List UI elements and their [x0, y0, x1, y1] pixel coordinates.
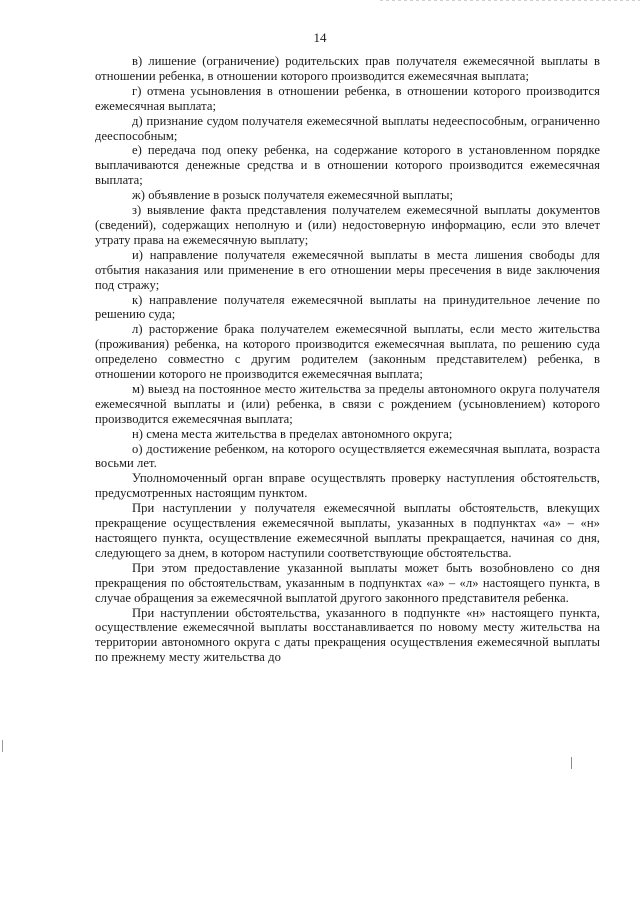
paragraph-item-l: л) расторжение брака получателем ежемесячной выплаты, если место жительства (проживания) ребенка, на которого производится ежемесячная выплата, по решению суда определено совместно с другим родителем (законным представителем) ребенка, в отношении которого не производится ежемесячная выплата;	[95, 322, 600, 382]
paragraph-item-d: д) признание судом получателя ежемесячной выплаты недееспособным, ограниченно дееспособным;	[95, 113, 600, 143]
paragraph-item-z: з) выявление факта представления получателем ежемесячной выплаты документов (сведений), содержащих неполную и (или) недостоверную информацию, если это влечет утрату права на ежемесячную выплату;	[95, 203, 600, 247]
page-number: 14	[313, 30, 327, 45]
paragraph-item-i: и) направление получателя ежемесячной выплаты в места лишения свободы для отбытия наказания или применение в его отношении меры пресечения в виде заключения под стражу;	[95, 247, 600, 292]
paragraph-item-k: к) направление получателя ежемесячной выплаты на принудительное лечение по решению суда;	[95, 292, 600, 322]
paragraph-item-n: н) смена места жительства в пределах автономного округа;	[132, 426, 453, 441]
document-body	[95, 54, 600, 665]
paragraph-termination: При наступлении у получателя ежемесячной выплаты обстоятельств, влекущих прекращение осуществления ежемесячной выплаты, указанных в подпунктах «а» – «н» настоящего пункта, осуществление ежемесячной выплаты прекращается, начиная со дня, следующего за днем, в котором наступили соответствующие обстоятельства.	[95, 501, 600, 560]
paragraph-item-zh: ж) объявление в розыск получателя ежемесячной выплаты;	[132, 188, 454, 203]
paragraph-verification: Уполномоченный орган вправе осуществлять проверку наступления обстоятельств, предусмотренных настоящим пунктом.	[95, 471, 600, 501]
scan-dotted-edge	[380, 0, 640, 1]
scan-edge-mark	[2, 740, 3, 752]
paragraph-item-o: о) достижение ребенком, на которого осуществляется ежемесячная выплата, возраста восьми лет.	[95, 441, 600, 471]
paragraph-resumption: При этом предоставление указанной выплаты может быть возобновлено со дня прекращения по обстоятельствам, указанным в подпунктах «а» – «л» настоящего пункта, в случае обращения за ежемесячной выплатой другого законного представителя ребенка.	[95, 560, 600, 605]
paragraph-item-m: м) выезд на постоянное место жительства за пределы автономного округа получателя ежемесячной выплаты и (или) ребенка, в связи с рождением (усыновлением) которого производится ежемесячная выплата;	[95, 381, 600, 426]
paragraph-relocation: При наступлении обстоятельства, указанного в подпункте «н» настоящего пункта, осуществление ежемесячной выплаты восстанавливается по новому месту жительства на территории автономного округа с даты прекращения осуществления ежемесячной выплаты по прежнему месту жительства до	[95, 605, 600, 665]
margin-mark	[571, 757, 572, 769]
paragraph-item-v: в) лишение (ограничение) родительских прав получателя ежемесячной выплаты в отношении ребенка, в отношении которого производится ежемесячная выплата;	[95, 54, 600, 83]
paragraph-item-g: г) отмена усыновления в отношении ребенка, в отношении которого производится ежемесячная выплата;	[95, 83, 600, 113]
paragraph-item-e: е) передача под опеку ребенка, на содержание которого в установленном порядке выплачиваются денежные средства и в отношении которого производится ежемесячная выплата;	[95, 143, 600, 188]
